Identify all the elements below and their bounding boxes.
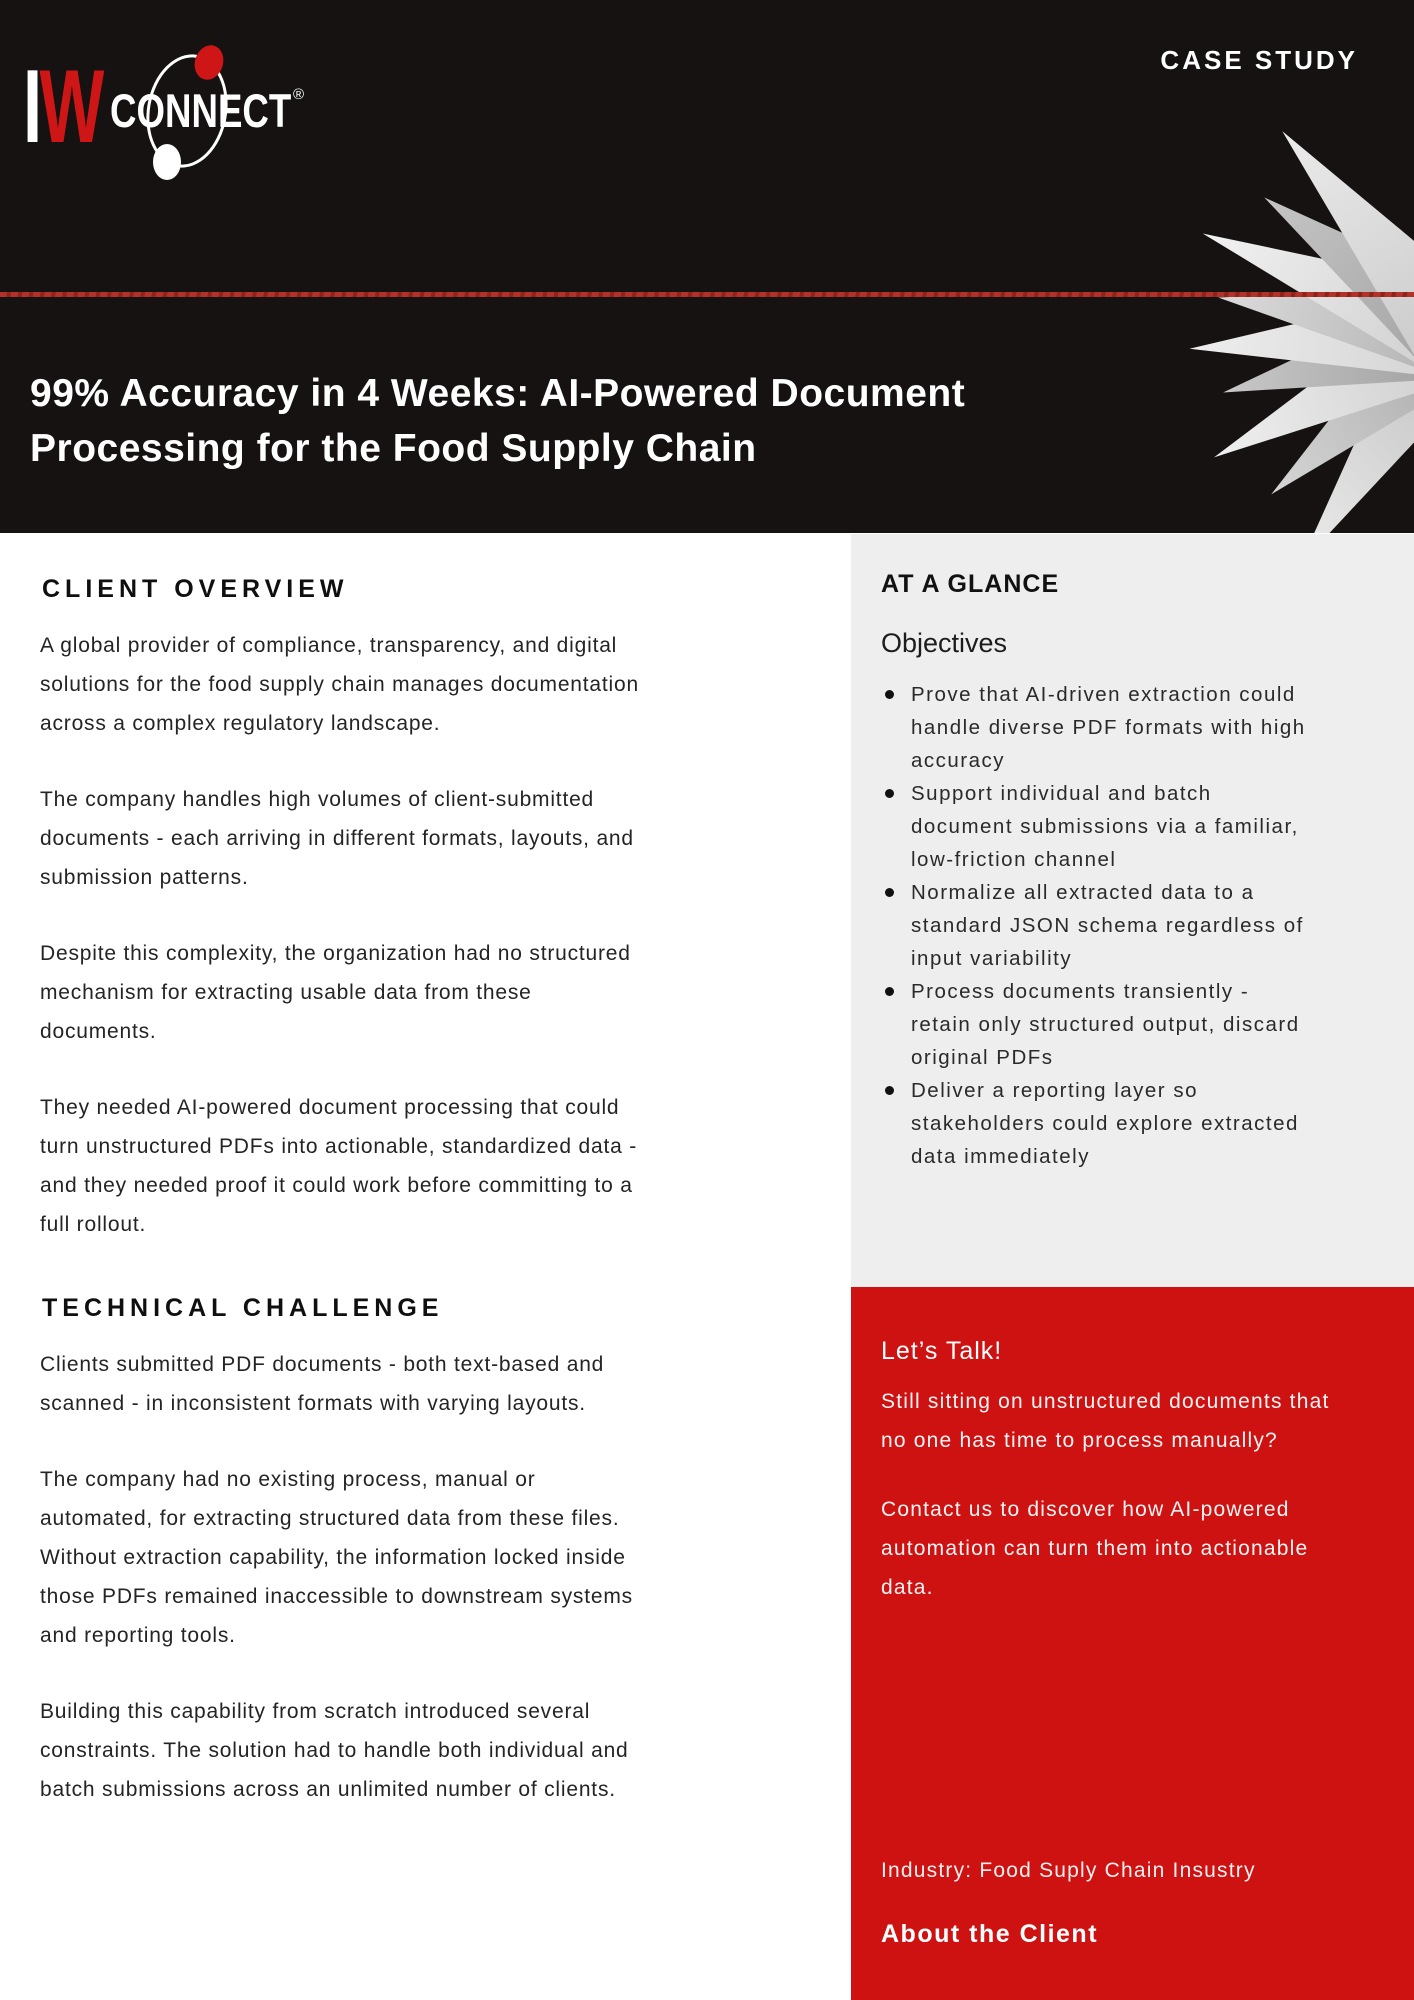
at-a-glance-heading: AT A GLANCE — [881, 570, 1060, 598]
body-paragraph: A global provider of compliance, transparency, and digital solutions for the food supply chain manages documentation across a complex regulatory landscape. — [40, 634, 639, 735]
iwconnect-logo — [23, 40, 353, 190]
body-paragraph: Despite this complexity, the organization had no structured mechanism for extracting usable data from these documents. — [40, 942, 631, 1043]
lets-talk-panel — [851, 1287, 1414, 2000]
logo-letter-w: W — [39, 49, 102, 165]
objective-item: Prove that AI-driven extraction could handle diverse PDF formats with high accuracy — [911, 678, 1316, 777]
section-heading-technical-challenge: TECHNICAL CHALLENGE — [42, 1294, 444, 1322]
logo-letter-i: I — [23, 49, 40, 165]
body-paragraph: Clients submitted PDF documents - both text-based and scanned - in inconsistent formats with varying layouts. — [40, 1353, 605, 1415]
lets-talk-body — [881, 1382, 1390, 1607]
page-title: 99% Accuracy in 4 Weeks: AI-Powered Document Processing for the Food Supply Chain — [30, 372, 966, 470]
objective-item: Process documents transiently - retain only structured output, discard original PDFs — [911, 975, 1316, 1074]
lets-talk-paragraph: Contact us to discover how AI-powered automation can turn them into actionable data. — [881, 1498, 1309, 1599]
objective-item: Normalize all extracted data to a standard JSON schema regardless of input variability — [911, 876, 1316, 975]
logo-iw-text — [23, 49, 102, 165]
objective-item: Support individual and batch document submissions via a familiar, low-friction channel — [911, 777, 1316, 876]
at-a-glance-panel — [851, 534, 1414, 1287]
objectives-subheading: Objectives — [881, 628, 1008, 658]
logo-white-dot-icon — [153, 144, 181, 180]
body-paragraph: Building this capability from scratch introduced several constraints. The solution had to handle both individual and batch submissions across an unlimited number of clients. — [40, 1700, 629, 1801]
red-thread-divider — [0, 292, 1414, 297]
logo-connect-text: CONNECT — [110, 84, 292, 137]
main-content-column — [40, 533, 640, 1809]
objective-item: Deliver a reporting layer so stakeholders could explore extracted data immediately — [911, 1074, 1316, 1173]
client-overview-body — [40, 626, 640, 1244]
crumpled-paper-image — [1094, 0, 1414, 533]
lets-talk-heading: Let’s Talk! — [881, 1337, 1003, 1365]
case-study-badge: CASE STUDY — [1160, 45, 1358, 75]
body-paragraph: They needed AI-powered document processing that could turn unstructured PDFs into actionable, standardized data - and they needed proof it could work before committing to a full rollout. — [40, 1096, 638, 1236]
about-the-client-heading: About the Client — [881, 1920, 1099, 1948]
industry-label: Industry: Food Suply Chain Insustry — [881, 1859, 1256, 1882]
section-heading-client-overview: CLIENT OVERVIEW — [42, 575, 349, 603]
lets-talk-paragraph: Still sitting on unstructured documents that no one has time to process manually? — [881, 1390, 1330, 1452]
registered-trademark-icon: ® — [293, 86, 305, 103]
body-paragraph: The company had no existing process, manual or automated, for extracting structured data from these files. Without extraction capability, the information locked inside those PDFs remained inaccessible to downstream systems and reporting tools. — [40, 1468, 633, 1647]
body-paragraph: The company handles high volumes of client-submitted documents - each arriving in different formats, layouts, and submission patterns. — [40, 788, 634, 889]
technical-challenge-body — [40, 1345, 640, 1809]
header-banner — [0, 0, 1414, 533]
objectives-list — [881, 678, 1321, 1173]
